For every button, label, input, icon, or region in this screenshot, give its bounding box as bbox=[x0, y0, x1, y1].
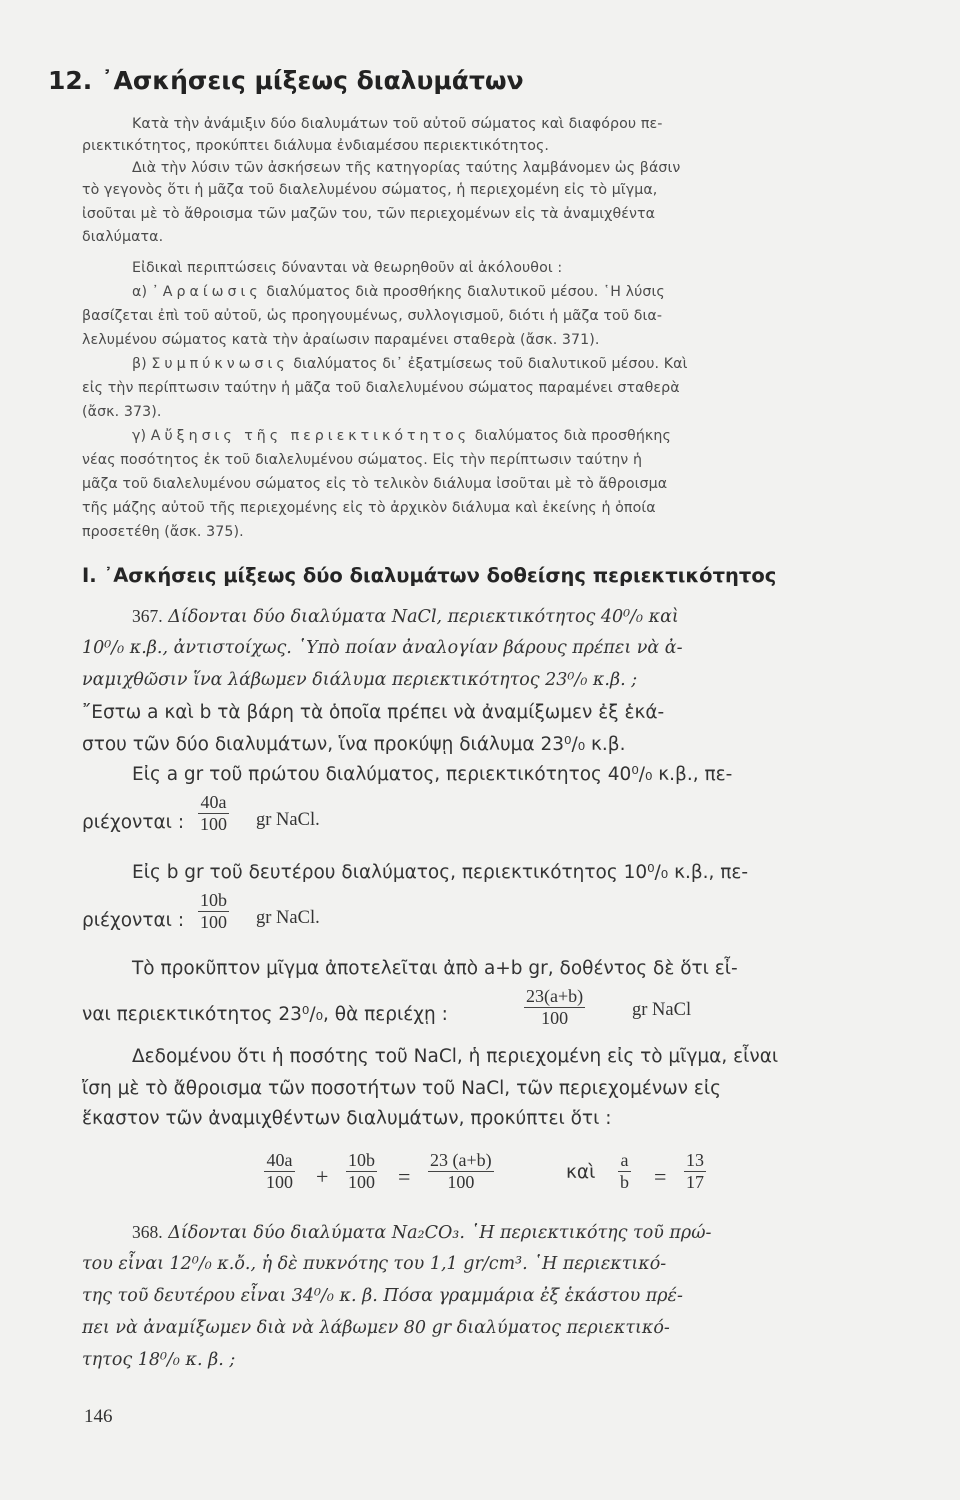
fraction-numerator: a bbox=[620, 1150, 629, 1170]
conjunction-and: καὶ bbox=[566, 1162, 596, 1183]
problem-368-line: της τοῦ δευτέρου εἶναι 34⁰/₀ κ. β. Πόσα γραμμάρια ἐξ ἑκάστου πρέ- bbox=[82, 1286, 683, 1306]
fraction-denominator: 17 bbox=[686, 1172, 704, 1192]
equals-sign: = bbox=[654, 1164, 667, 1189]
problem-number: 368. bbox=[132, 1222, 163, 1242]
fraction-10b-over-100 bbox=[198, 890, 229, 933]
case-c-line: τῆς μάζης αὐτοῦ τῆς περιεχομένης εἰς τὸ ἀρχικὸν διάλυμα καὶ ἐκείνης ἡ ὁποία bbox=[82, 500, 656, 516]
intro-line: ἰσοῦται μὲ τὸ ἄθροισμα τῶν μαζῶν του, τῶν περιεχομένων εἰς τὰ ἀναμιχθέντα bbox=[82, 206, 656, 222]
solution-line: Εἰς a gr τοῦ πρώτου διαλύματος, περιεκτικότητος 40⁰/₀ κ.β., πε- bbox=[132, 764, 733, 785]
solution-line: στου τῶν δύο διαλυμάτων, ἵνα προκύψῃ διάλυμα 23⁰/₀ κ.β. bbox=[82, 734, 626, 755]
problem-text: Δίδονται δύο διαλύματα NaCl, περιεκτικότητος 40⁰/₀ καὶ bbox=[168, 607, 679, 627]
case-a-line: λελυμένου σώματος κατὰ τὴν ἀραίωσιν παραμένει σταθερὰ (ἄσκ. 371). bbox=[82, 332, 600, 348]
case-b-rest: διαλύματος δι᾽ ἐξατμίσεως τοῦ διαλυτικοῦ μέσου. Καὶ bbox=[288, 356, 688, 372]
fraction-23ab-over-100 bbox=[524, 986, 585, 1029]
fraction-denominator: 100 bbox=[541, 1008, 569, 1028]
page-number: 146 bbox=[84, 1406, 113, 1427]
fraction-numerator: 10b bbox=[200, 890, 227, 910]
eq-ratio-13-17 bbox=[684, 1150, 706, 1193]
problem-367-line bbox=[132, 606, 679, 627]
solution-line-prefix: ριέχονται : bbox=[82, 910, 185, 931]
case-c-rest: διαλύματος διὰ προσθήκης bbox=[470, 428, 671, 444]
plus-sign: + bbox=[316, 1164, 329, 1189]
fraction-denominator: 100 bbox=[447, 1172, 475, 1192]
problem-367-line: ναμιχθῶσιν ἵνα λάβωμεν διάλυμα περιεκτικότητος 23⁰/₀ κ.β. ; bbox=[82, 670, 638, 690]
solution-line: ἕκαστον τῶν ἀναμιχθέντων διαλυμάτων, προκύπτει ὅτι : bbox=[82, 1108, 612, 1129]
case-a-line bbox=[132, 284, 665, 300]
case-c-term: Αὔξησις τῆς περιεκτικότητος bbox=[150, 428, 471, 444]
fraction-denominator: b bbox=[620, 1172, 629, 1192]
case-b-line bbox=[132, 356, 688, 372]
case-c-prefix: γ) bbox=[132, 428, 151, 444]
case-c-line: μᾶζα τοῦ διαλελυμένου σώματος εἰς τὸ τελικὸν διάλυμα ἰσοῦται μὲ τὸ ἄθροισμα bbox=[82, 476, 668, 492]
solution-line: Δεδομένου ὅτι ἡ ποσότης τοῦ NaCl, ἡ περιεχομένη εἰς τὸ μῖγμα, εἶναι bbox=[132, 1046, 779, 1067]
chapter-title: 12. ᾽Ασκήσεις μίξεως διαλυμάτων bbox=[48, 66, 524, 95]
fraction-denominator: 100 bbox=[348, 1172, 375, 1192]
intro-line: Εἰδικαὶ περιπτώσεις δύνανται νὰ θεωρηθοῦν αἱ ἀκόλουθοι : bbox=[132, 260, 563, 276]
fraction-denominator: 100 bbox=[200, 814, 227, 834]
case-c-line: νέας ποσότητος ἐκ τοῦ διαλελυμένου σώματος. Εἰς τὴν περίπτωσιν ταύτην ἡ bbox=[82, 452, 643, 468]
intro-line: τὸ γεγονὸς ὅτι ἡ μᾶζα τοῦ διαλελυμένου σώματος, ἡ περιεχομένη εἰς τὸ μῖγμα, bbox=[82, 182, 658, 198]
solution-line: Τὸ προκῦπτον μῖγμα ἀποτελεῖται ἀπὸ a+b gr, δοθέντος δὲ ὅτι εἶ- bbox=[132, 958, 738, 979]
intro-line: ριεκτικότητος, προκύπτει διάλυμα ἐνδιαμέσου περιεκτικότητος. bbox=[82, 138, 550, 154]
intro-line: Διὰ τὴν λύσιν τῶν ἀσκήσεων τῆς κατηγορίας ταύτης λαμβάνομεν ὡς βάσιν bbox=[132, 160, 681, 176]
case-b-prefix: β) bbox=[132, 356, 152, 372]
fraction-numerator: 10b bbox=[348, 1150, 375, 1170]
case-a-rest: διαλύματος διὰ προσθήκης διαλυτικοῦ μέσου. ῾Η λύσις bbox=[261, 284, 665, 300]
solution-line: Εἰς b gr τοῦ δευτέρου διαλύματος, περιεκτικότητος 10⁰/₀ κ.β., πε- bbox=[132, 862, 749, 883]
solution-line-suffix: gr NaCl. bbox=[256, 908, 320, 928]
fraction-denominator: 100 bbox=[266, 1172, 293, 1192]
case-a-term: ᾽Αραίωσις bbox=[151, 284, 262, 300]
eq-term-40a bbox=[264, 1150, 295, 1193]
fraction-denominator: 100 bbox=[200, 912, 227, 932]
fraction-numerator: 40a bbox=[266, 1150, 293, 1170]
case-c-line bbox=[132, 428, 671, 444]
fraction-numerator: 13 bbox=[686, 1150, 704, 1170]
problem-text: Δίδονται δύο διαλύματα Na₂CO₃. ῾Η περιεκτικότης τοῦ πρώ- bbox=[168, 1223, 712, 1243]
case-a-prefix: α) bbox=[132, 284, 152, 300]
fraction-numerator: 23(a+b) bbox=[526, 986, 584, 1006]
problem-368-line bbox=[132, 1222, 711, 1243]
solution-line-prefix: ναι περιεκτικότητος 23⁰/₀, θὰ περιέχῃ : bbox=[82, 1004, 448, 1025]
problem-368-line: τητος 18⁰/₀ κ. β. ; bbox=[82, 1350, 236, 1370]
solution-line-prefix: ριέχονται : bbox=[82, 812, 185, 833]
solution-line-suffix: gr NaCl bbox=[632, 1000, 692, 1020]
intro-line: διαλύματα. bbox=[82, 229, 164, 245]
solution-line: ἴση μὲ τὸ ἄθροισμα τῶν ποσοτήτων τοῦ NaCl, τῶν περιεχομένων εἰς bbox=[82, 1078, 721, 1099]
eq-term-23ab bbox=[428, 1150, 494, 1193]
eq-term-10b bbox=[346, 1150, 377, 1193]
fraction-40a-over-100 bbox=[198, 792, 229, 835]
section-title: I. ᾽Ασκήσεις μίξεως δύο διαλυμάτων δοθείσης περιεκτικότητος bbox=[82, 564, 777, 587]
solution-line: ῎Εστω a καὶ b τὰ βάρη τὰ ὁποῖα πρέπει νὰ ἀναμίξωμεν ἐξ ἑκά- bbox=[82, 702, 665, 723]
fraction-numerator: 23 (a+b) bbox=[430, 1150, 492, 1170]
case-c-line: προσετέθη (ἄσκ. 375). bbox=[82, 524, 244, 540]
problem-367-line: 10⁰/₀ κ.β., ἀντιστοίχως. ῾Υπὸ ποίαν ἀναλογίαν βάρους πρέπει νὰ ἀ- bbox=[82, 638, 683, 658]
solution-line-suffix: gr NaCl. bbox=[256, 810, 320, 830]
case-b-line: εἰς τὴν περίπτωσιν ταύτην ἡ μᾶζα τοῦ διαλελυμένου σώματος παραμένει σταθερὰ bbox=[82, 380, 680, 396]
equals-sign: = bbox=[398, 1164, 411, 1189]
case-b-line: (ἄσκ. 373). bbox=[82, 404, 162, 420]
case-b-term: Συμπύκνωσις bbox=[151, 356, 289, 372]
problem-368-line: πει νὰ ἀναμίξωμεν διὰ νὰ λάβωμεν 80 gr διαλύματος περιεκτικό- bbox=[82, 1318, 670, 1338]
fraction-numerator: 40a bbox=[200, 792, 227, 812]
eq-ratio-a-b bbox=[618, 1150, 631, 1193]
problem-368-line: του εἶναι 12⁰/₀ κ.ὄ., ἡ δὲ πυκνότης του 1,1 gr/cm³. ῾Η περιεκτικό- bbox=[82, 1254, 667, 1274]
case-a-line: βασίζεται ἐπὶ τοῦ αὐτοῦ, ὡς προηγουμένως, συλλογισμοῦ, διότι ἡ μᾶζα τοῦ δια- bbox=[82, 308, 663, 324]
problem-number: 367. bbox=[132, 606, 163, 626]
intro-line: Κατὰ τὴν ἀνάμιξιν δύο διαλυμάτων τοῦ αὐτοῦ σώματος καὶ διαφόρου πε- bbox=[132, 116, 663, 132]
